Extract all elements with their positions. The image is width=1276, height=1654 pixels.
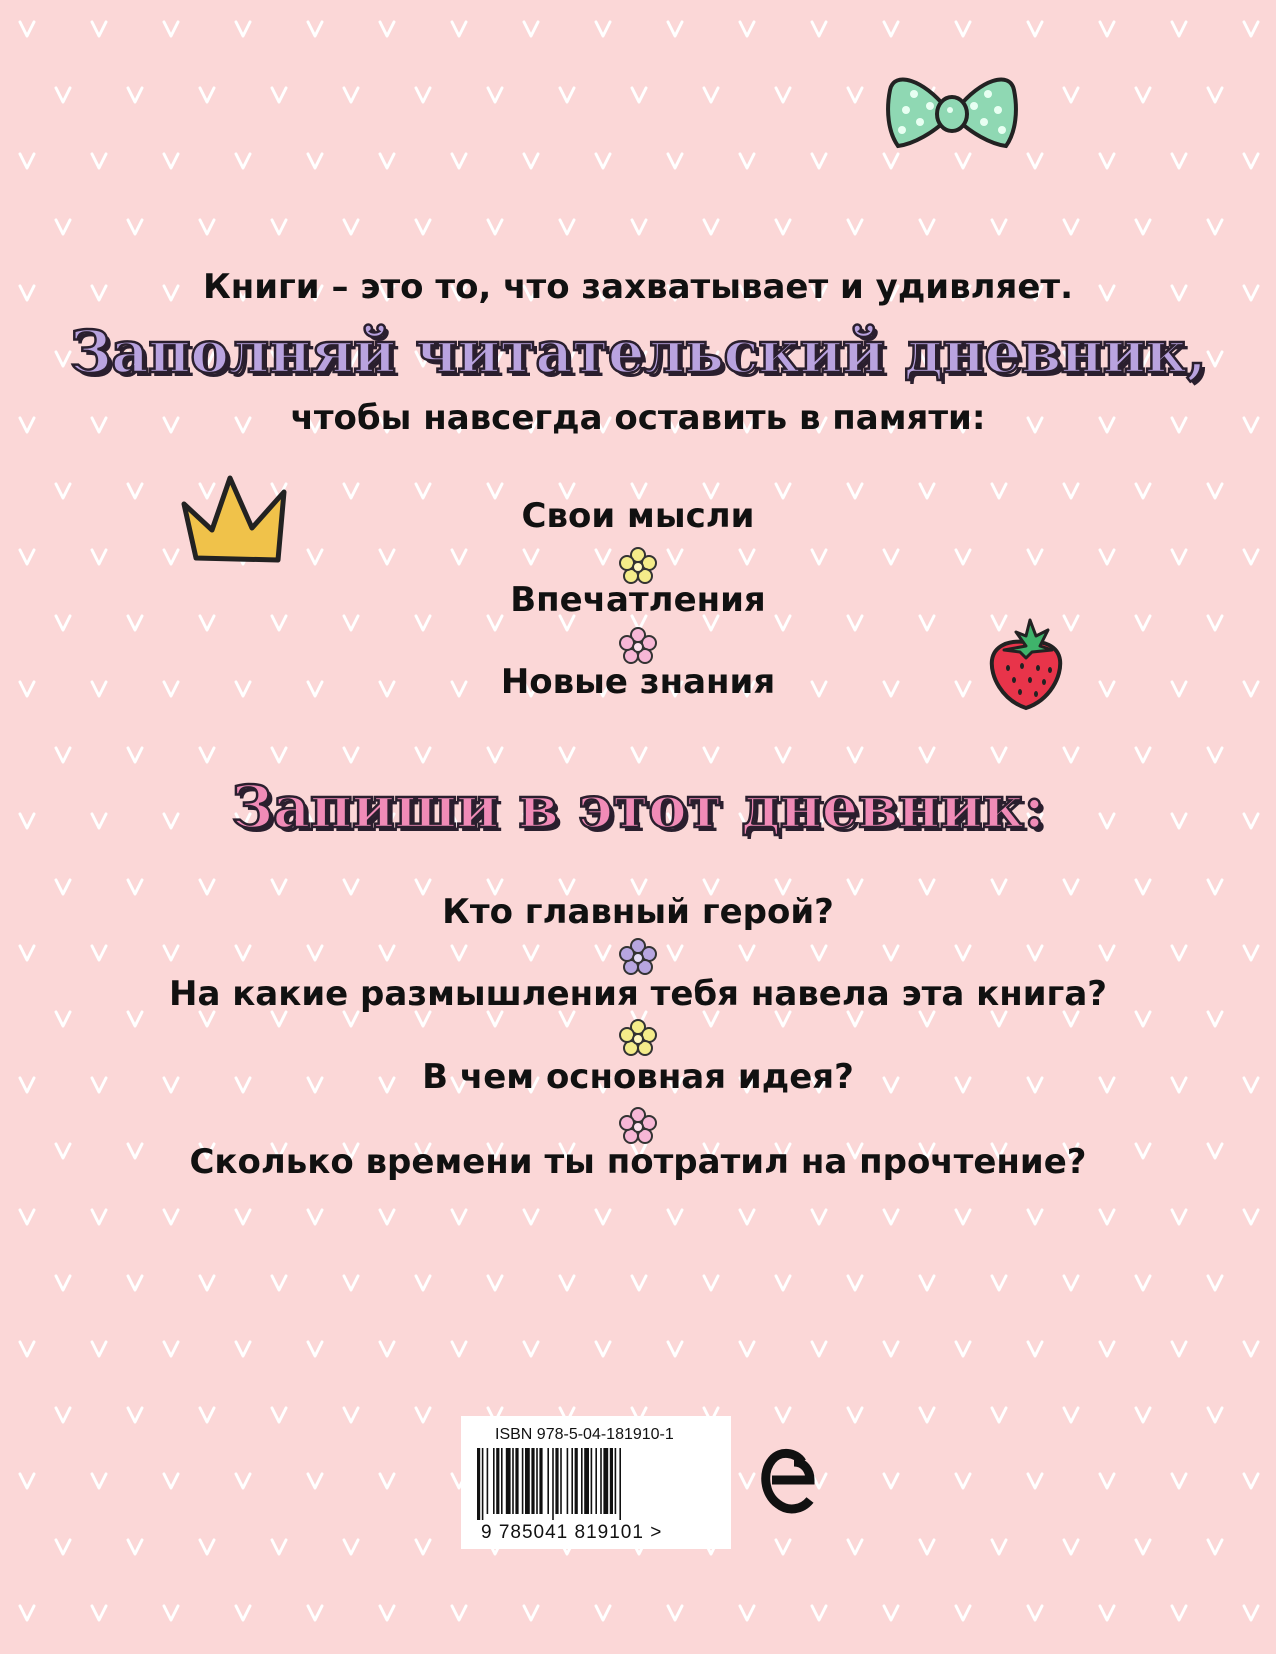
- pattern-mark: [848, 1408, 862, 1422]
- pattern-mark: [524, 1606, 538, 1620]
- pattern-mark: [236, 1474, 250, 1488]
- pattern-mark: [812, 22, 826, 36]
- pattern-mark: [128, 1276, 142, 1290]
- pattern-mark: [812, 550, 826, 564]
- pattern-mark: [272, 1408, 286, 1422]
- pattern-mark: [848, 1012, 862, 1026]
- pattern-mark: [776, 748, 790, 762]
- pattern-mark: [488, 1012, 502, 1026]
- pattern-mark: [992, 1276, 1006, 1290]
- pattern-mark: [200, 88, 214, 102]
- pattern-mark: [20, 22, 34, 36]
- pattern-mark: [452, 22, 466, 36]
- pattern-mark: [884, 22, 898, 36]
- pattern-mark: [992, 220, 1006, 234]
- pattern-mark: [1172, 1606, 1186, 1620]
- pattern-mark: [1100, 1342, 1114, 1356]
- pattern-mark: [56, 1012, 70, 1026]
- pattern-mark: [956, 1474, 970, 1488]
- pattern-mark: [164, 1474, 178, 1488]
- pattern-mark: [1100, 1606, 1114, 1620]
- pattern-mark: [1028, 1210, 1042, 1224]
- pattern-mark: [488, 88, 502, 102]
- pattern-mark: [1244, 1474, 1258, 1488]
- memory-item-impressions: Впечатления: [510, 580, 766, 620]
- pattern-mark: [596, 1606, 610, 1620]
- barcode-bar: [560, 1448, 562, 1514]
- pattern-mark: [704, 748, 718, 762]
- pattern-mark: [200, 220, 214, 234]
- pattern-mark: [92, 1474, 106, 1488]
- pattern-mark: [740, 1474, 754, 1488]
- pattern-mark: [1172, 946, 1186, 960]
- pattern-mark: [956, 1606, 970, 1620]
- barcode-bar: [487, 1448, 489, 1514]
- pattern-mark: [776, 1012, 790, 1026]
- pattern-mark: [488, 748, 502, 762]
- barcode-block: [461, 1416, 731, 1549]
- memory-item-knowledge: Новые знания: [500, 662, 776, 702]
- barcode-bar: [493, 1448, 495, 1514]
- pattern-mark: [848, 88, 862, 102]
- pattern-mark: [596, 1342, 610, 1356]
- pattern-mark: [668, 154, 682, 168]
- pattern-mark: [272, 1276, 286, 1290]
- pattern-mark: [884, 946, 898, 960]
- barcode-bar: [482, 1448, 484, 1520]
- pattern-mark: [668, 550, 682, 564]
- pattern-mark: [1100, 22, 1114, 36]
- pattern-mark: [56, 220, 70, 234]
- barcode-bar: [512, 1448, 514, 1514]
- pattern-mark: [236, 1210, 250, 1224]
- pattern-mark: [1172, 550, 1186, 564]
- pattern-mark: [380, 1342, 394, 1356]
- pattern-mark: [164, 1606, 178, 1620]
- isbn-label: ISBN 978-5-04-181910-1: [495, 1426, 674, 1443]
- pattern-mark: [452, 1606, 466, 1620]
- pattern-mark: [668, 1606, 682, 1620]
- pattern-mark: [1064, 88, 1078, 102]
- pattern-mark: [1028, 550, 1042, 564]
- pattern-mark: [452, 1342, 466, 1356]
- pattern-mark: [416, 220, 430, 234]
- pattern-mark: [164, 550, 178, 564]
- barcode-bar: [584, 1448, 589, 1514]
- pattern-mark: [272, 1012, 286, 1026]
- pattern-mark: [1028, 1606, 1042, 1620]
- pattern-mark: [740, 1606, 754, 1620]
- pattern-mark: [1100, 946, 1114, 960]
- pattern-mark: [20, 946, 34, 960]
- pattern-mark: [1064, 748, 1078, 762]
- pattern-mark: [1244, 550, 1258, 564]
- barcode-bar: [552, 1448, 554, 1520]
- pattern-mark: [812, 154, 826, 168]
- pattern-mark: [452, 550, 466, 564]
- pattern-mark: [596, 22, 610, 36]
- pattern-mark: [164, 22, 178, 36]
- flower-icon: [618, 1018, 658, 1058]
- pattern-mark: [308, 1606, 322, 1620]
- pattern-mark: [416, 1012, 430, 1026]
- pattern-mark: [20, 1606, 34, 1620]
- pattern-mark: [200, 1540, 214, 1554]
- pattern-mark: [1136, 1276, 1150, 1290]
- intro-line: Книги – это то, что захватывает и удивляет.: [202, 267, 1074, 307]
- pattern-mark: [704, 88, 718, 102]
- barcode-bar: [522, 1448, 524, 1514]
- pattern-mark: [380, 550, 394, 564]
- pattern-mark: [740, 154, 754, 168]
- barcode-bar: [555, 1448, 558, 1514]
- pattern-mark: [308, 550, 322, 564]
- pattern-mark: [1028, 22, 1042, 36]
- pattern-mark: [524, 946, 538, 960]
- pattern-mark: [740, 1210, 754, 1224]
- pattern-mark: [920, 1408, 934, 1422]
- pattern-mark: [740, 550, 754, 564]
- pattern-mark: [884, 1474, 898, 1488]
- eksmo-logo-icon: [758, 1440, 818, 1520]
- question-main-idea: В чем основная идея?: [422, 1057, 854, 1097]
- pattern-mark: [1244, 154, 1258, 168]
- barcode-bar: [600, 1448, 602, 1514]
- pattern-mark: [56, 1408, 70, 1422]
- bow-icon: [884, 70, 1020, 152]
- pattern-mark: [740, 1342, 754, 1356]
- barcode-bars: [475, 1448, 695, 1520]
- pattern-mark: [20, 1342, 34, 1356]
- pattern-mark: [452, 1210, 466, 1224]
- pattern-mark: [776, 1540, 790, 1554]
- pattern-mark: [128, 748, 142, 762]
- barcode-bar: [539, 1448, 542, 1514]
- pattern-mark: [560, 88, 574, 102]
- pattern-mark: [200, 1012, 214, 1026]
- pattern-mark: [632, 88, 646, 102]
- pattern-mark: [380, 22, 394, 36]
- flower-icon: [618, 937, 658, 977]
- pattern-mark: [776, 88, 790, 102]
- pattern-mark: [1172, 22, 1186, 36]
- pattern-mark: [416, 1540, 430, 1554]
- heading-subline: чтобы навсегда оставить в памяти:: [290, 398, 986, 438]
- pattern-mark: [92, 550, 106, 564]
- pattern-mark: [56, 1276, 70, 1290]
- pattern-mark: [344, 748, 358, 762]
- question-main-hero: Кто главный герой?: [442, 892, 834, 932]
- pattern-mark: [560, 1276, 574, 1290]
- pattern-mark: [632, 220, 646, 234]
- pattern-mark: [344, 1276, 358, 1290]
- pattern-mark: [236, 22, 250, 36]
- pattern-mark: [380, 1210, 394, 1224]
- pattern-mark: [1244, 946, 1258, 960]
- pattern-mark: [848, 220, 862, 234]
- pattern-mark: [956, 154, 970, 168]
- pattern-mark: [1064, 1540, 1078, 1554]
- barcode-bar: [610, 1448, 613, 1514]
- pattern-mark: [1100, 1474, 1114, 1488]
- pattern-mark: [56, 88, 70, 102]
- pattern-mark: [416, 88, 430, 102]
- pattern-mark: [776, 1408, 790, 1422]
- pattern-mark: [20, 1474, 34, 1488]
- pattern-mark: [1208, 1012, 1222, 1026]
- pattern-mark: [1100, 550, 1114, 564]
- pattern-mark: [1208, 748, 1222, 762]
- pattern-mark: [1172, 1342, 1186, 1356]
- pattern-mark: [1244, 1342, 1258, 1356]
- pattern-mark: [920, 748, 934, 762]
- pattern-mark: [128, 220, 142, 234]
- pattern-mark: [704, 1012, 718, 1026]
- pattern-mark: [1244, 22, 1258, 36]
- pattern-mark: [344, 1012, 358, 1026]
- pattern-mark: [164, 1342, 178, 1356]
- pattern-mark: [524, 550, 538, 564]
- barcode-bar: [496, 1448, 499, 1514]
- pattern-mark: [812, 1342, 826, 1356]
- pattern-mark: [380, 154, 394, 168]
- pattern-mark: [1064, 1408, 1078, 1422]
- pattern-mark: [452, 946, 466, 960]
- pattern-mark: [884, 1606, 898, 1620]
- memory-item-thoughts: Свои мысли: [521, 496, 755, 536]
- pattern-mark: [200, 1276, 214, 1290]
- pattern-mark: [920, 1540, 934, 1554]
- pattern-mark: [776, 220, 790, 234]
- pattern-mark: [524, 154, 538, 168]
- pattern-mark: [668, 1342, 682, 1356]
- pattern-mark: [416, 748, 430, 762]
- pattern-mark: [632, 748, 646, 762]
- pattern-mark: [1136, 88, 1150, 102]
- pattern-mark: [92, 22, 106, 36]
- pattern-mark: [596, 154, 610, 168]
- pattern-mark: [308, 1210, 322, 1224]
- pattern-mark: [1172, 1210, 1186, 1224]
- pattern-mark: [1028, 1342, 1042, 1356]
- barcode-bar: [603, 1448, 608, 1514]
- pattern-mark: [128, 88, 142, 102]
- barcode-bar: [575, 1448, 578, 1514]
- pattern-mark: [1064, 1276, 1078, 1290]
- heading-write-in-diary: Запиши в этот дневник:: [231, 773, 1045, 841]
- pattern-mark: [668, 1210, 682, 1224]
- pattern-mark: [560, 748, 574, 762]
- barcode-bar: [536, 1448, 538, 1514]
- barcode-bar: [477, 1448, 480, 1520]
- pattern-mark: [596, 946, 610, 960]
- pattern-mark: [344, 1408, 358, 1422]
- pattern-mark: [920, 1276, 934, 1290]
- pattern-mark: [740, 22, 754, 36]
- pattern-mark: [596, 550, 610, 564]
- barcode-digits: 9 785041 819101 >: [481, 1522, 663, 1543]
- pattern-mark: [992, 748, 1006, 762]
- pattern-mark: [380, 946, 394, 960]
- flower-icon: [618, 1106, 658, 1146]
- pattern-mark: [1208, 1540, 1222, 1554]
- pattern-mark: [848, 748, 862, 762]
- pattern-mark: [668, 946, 682, 960]
- pattern-mark: [128, 1012, 142, 1026]
- barcode-bar: [547, 1448, 549, 1514]
- pattern-mark: [632, 1276, 646, 1290]
- barcode-bar: [571, 1448, 573, 1514]
- pattern-mark: [380, 1474, 394, 1488]
- pattern-mark: [20, 550, 34, 564]
- pattern-mark: [1172, 1474, 1186, 1488]
- pattern-mark: [1244, 1606, 1258, 1620]
- pattern-mark: [848, 1540, 862, 1554]
- barcode-bar: [595, 1448, 597, 1514]
- pattern-mark: [1100, 1210, 1114, 1224]
- heading-fill-diary: Заполняй читательский дневник,: [69, 318, 1207, 386]
- pattern-mark: [92, 946, 106, 960]
- pattern-mark: [1064, 1012, 1078, 1026]
- pattern-mark: [956, 22, 970, 36]
- barcode-bar: [506, 1448, 511, 1514]
- pattern-mark: [1064, 220, 1078, 234]
- pattern-mark: [1208, 1276, 1222, 1290]
- pattern-mark: [308, 1342, 322, 1356]
- pattern-mark: [1028, 946, 1042, 960]
- pattern-mark: [1208, 88, 1222, 102]
- pattern-mark: [92, 154, 106, 168]
- pattern-mark: [560, 220, 574, 234]
- pattern-mark: [272, 220, 286, 234]
- pattern-mark: [884, 1342, 898, 1356]
- pattern-mark: [1172, 154, 1186, 168]
- pattern-mark: [884, 550, 898, 564]
- pattern-mark: [488, 1276, 502, 1290]
- pattern-mark: [1100, 154, 1114, 168]
- pattern-mark: [956, 946, 970, 960]
- pattern-mark: [164, 154, 178, 168]
- pattern-mark: [1136, 220, 1150, 234]
- pattern-mark: [272, 748, 286, 762]
- pattern-mark: [992, 1408, 1006, 1422]
- question-reading-time: Сколько времени ты потратил на прочтение?: [189, 1142, 1087, 1182]
- pattern-mark: [308, 22, 322, 36]
- pattern-mark: [236, 1342, 250, 1356]
- pattern-mark: [92, 1606, 106, 1620]
- pattern-mark: [200, 748, 214, 762]
- pattern-mark: [704, 1276, 718, 1290]
- pattern-mark: [380, 1606, 394, 1620]
- barcode-bar: [615, 1448, 617, 1514]
- pattern-mark: [344, 88, 358, 102]
- barcode-bar: [567, 1448, 569, 1514]
- pattern-mark: [164, 946, 178, 960]
- pattern-mark: [236, 946, 250, 960]
- pattern-mark: [1136, 1540, 1150, 1554]
- pattern-mark: [884, 154, 898, 168]
- pattern-mark: [956, 1342, 970, 1356]
- pattern-mark: [128, 1540, 142, 1554]
- pattern-mark: [704, 220, 718, 234]
- pattern-mark: [236, 1606, 250, 1620]
- pattern-mark: [20, 1210, 34, 1224]
- barcode-bar: [591, 1448, 593, 1514]
- pattern-mark: [812, 1606, 826, 1620]
- pattern-mark: [308, 154, 322, 168]
- pattern-mark: [416, 1276, 430, 1290]
- pattern-mark: [92, 1210, 106, 1224]
- barcode-bar: [525, 1448, 530, 1514]
- pattern-mark: [272, 88, 286, 102]
- pattern-mark: [308, 946, 322, 960]
- pattern-mark: [596, 1210, 610, 1224]
- pattern-mark: [272, 1540, 286, 1554]
- pattern-mark: [200, 1408, 214, 1422]
- pattern-mark: [344, 220, 358, 234]
- pattern-mark: [992, 1012, 1006, 1026]
- barcode-bar: [619, 1448, 621, 1520]
- flower-icon: [618, 626, 658, 666]
- pattern-mark: [848, 1276, 862, 1290]
- pattern-mark: [524, 1342, 538, 1356]
- pattern-mark: [308, 1474, 322, 1488]
- pattern-mark: [776, 1276, 790, 1290]
- pattern-mark: [1208, 1408, 1222, 1422]
- pattern-mark: [164, 1210, 178, 1224]
- pattern-mark: [740, 946, 754, 960]
- pattern-mark: [956, 550, 970, 564]
- barcode-bar: [581, 1448, 583, 1514]
- pattern-mark: [992, 1540, 1006, 1554]
- pattern-mark: [56, 1540, 70, 1554]
- pattern-mark: [1208, 220, 1222, 234]
- pattern-mark: [1244, 1210, 1258, 1224]
- pattern-mark: [1136, 1408, 1150, 1422]
- barcode-bar: [531, 1448, 534, 1514]
- pattern-mark: [488, 220, 502, 234]
- pattern-mark: [1136, 1012, 1150, 1026]
- pattern-mark: [92, 1342, 106, 1356]
- pattern-mark: [1028, 154, 1042, 168]
- pattern-mark: [236, 154, 250, 168]
- pattern-mark: [1136, 748, 1150, 762]
- pattern-mark: [812, 1210, 826, 1224]
- pattern-mark: [524, 1210, 538, 1224]
- barcode-bar: [501, 1448, 503, 1514]
- pattern-mark: [1028, 1474, 1042, 1488]
- pattern-mark: [344, 1540, 358, 1554]
- barcode-bar: [515, 1448, 518, 1514]
- pattern-mark: [668, 22, 682, 36]
- pattern-mark: [20, 154, 34, 168]
- pattern-mark: [56, 748, 70, 762]
- pattern-mark: [128, 1408, 142, 1422]
- pattern-mark: [812, 946, 826, 960]
- pattern-mark: [452, 154, 466, 168]
- pattern-mark: [920, 220, 934, 234]
- pattern-mark: [416, 1408, 430, 1422]
- pattern-mark: [560, 1012, 574, 1026]
- pattern-mark: [524, 22, 538, 36]
- question-reflections: На какие размышления тебя навела эта книга?: [168, 974, 1107, 1014]
- pattern-mark: [920, 1012, 934, 1026]
- pattern-mark: [884, 1210, 898, 1224]
- pattern-mark: [956, 1210, 970, 1224]
